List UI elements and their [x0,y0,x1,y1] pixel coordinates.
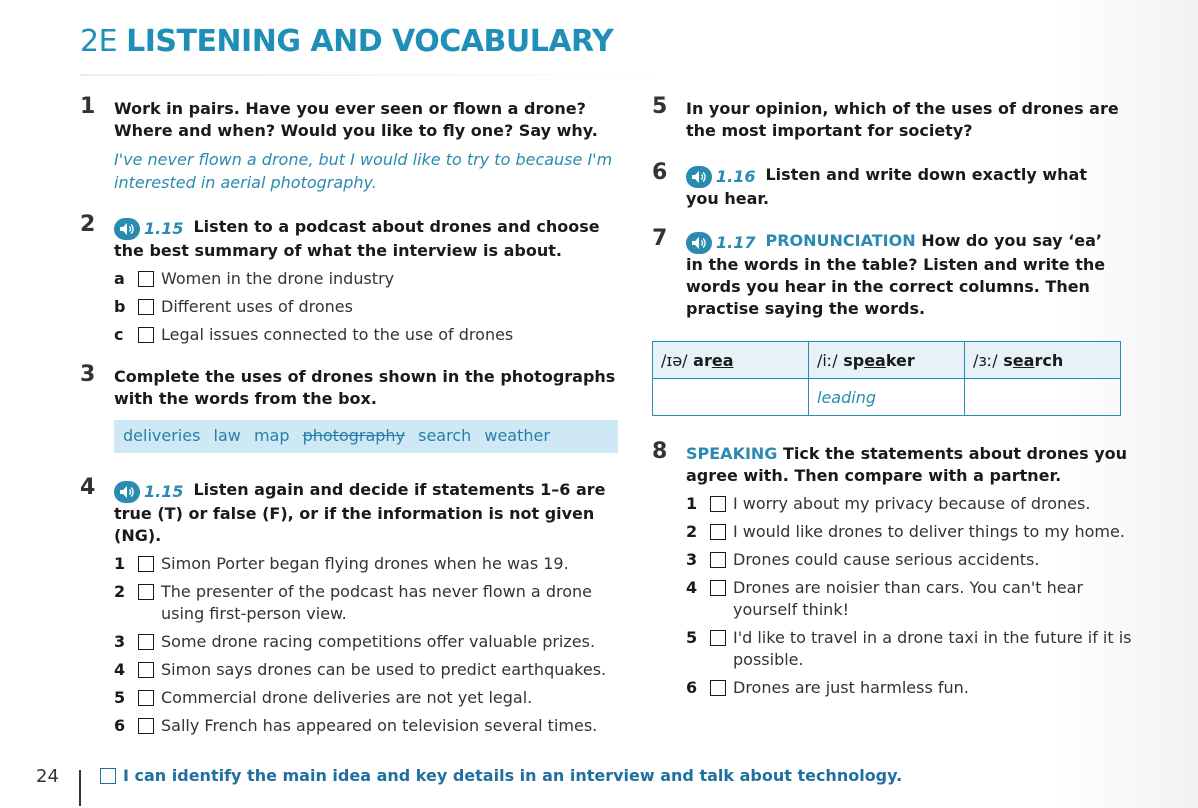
statement-key: 4 [114,660,126,679]
option-text: Legal issues connected to the use of drones [161,325,514,344]
exercise-number: 8 [652,439,668,464]
table-cell[interactable] [653,379,809,416]
checkbox[interactable] [710,630,726,646]
speaker-icon[interactable] [686,166,712,188]
statement-6 [114,715,620,737]
option-key: a [114,269,125,288]
statement-5 [686,627,1132,671]
statement-text: Some drone racing competitions offer valuable prizes. [161,632,596,651]
option-key: c [114,325,124,344]
statement-1 [686,493,1132,515]
statement-3 [114,631,620,653]
section-code: 2E [80,24,118,59]
statement-6 [686,677,1132,699]
checkbox[interactable] [710,680,726,696]
options-list [114,268,620,346]
exercise-instruction [686,443,1132,487]
checkbox[interactable] [138,271,154,287]
title-divider [80,74,670,76]
audio-track[interactable] [114,218,189,240]
statement-text: Simon says drones can be used to predict earthquakes. [161,660,607,679]
checkbox[interactable] [710,552,726,568]
statement-text: I would like drones to deliver things to my home. [733,522,1125,541]
statement-key: 6 [114,716,126,735]
exercise-number: 7 [652,226,668,251]
track-number: 1.15 [144,219,184,238]
option-c [114,324,620,346]
checkbox[interactable] [138,299,154,315]
checkbox[interactable] [138,718,154,734]
column-header: /ɪə/ area [653,342,809,379]
word-box [114,420,618,453]
exercise-number: 6 [652,160,668,185]
option-text: Different uses of drones [161,297,353,316]
column-header: /ɜː/ search [965,342,1121,379]
speaker-icon[interactable] [686,232,712,254]
checkbox[interactable] [710,524,726,540]
statement-key: 5 [686,628,698,647]
option-b [114,296,620,318]
skill-label: SPEAKING [686,444,778,463]
exercise-7 [652,226,1122,320]
statement-text: Drones are just harmless fun. [733,678,969,697]
checkbox[interactable] [710,496,726,512]
table-cell[interactable] [965,379,1121,416]
section-title: LISTENING AND VOCABULARY [126,24,614,59]
checkbox[interactable] [138,584,154,600]
statement-key: 1 [686,494,698,513]
statement-key: 2 [114,582,126,601]
checkbox[interactable] [710,580,726,596]
page-title [80,24,613,59]
checkbox[interactable] [138,327,154,343]
objective-checkbox[interactable] [100,768,116,784]
word: law [213,426,241,445]
column-header: /iː/ speaker [809,342,965,379]
exercise-instruction [686,230,1122,320]
audio-track[interactable] [686,232,761,254]
exercise-1 [80,94,620,194]
audio-track[interactable] [686,166,761,188]
statement-2 [114,581,620,625]
exercise-5 [652,94,1122,142]
statement-1 [114,553,620,575]
exercise-instruction: In your opinion, which of the uses of drones are the most important for society? [686,99,1119,140]
statement-key: 1 [114,554,126,573]
example-answer: I've never flown a drone, but I would like to try to because I'm interested in aerial photography. [114,150,613,192]
objective-text: I can identify the main idea and key details in an interview and talk about technology. [123,766,903,785]
statement-key: 2 [686,522,698,541]
word-struck: photography [302,426,406,445]
statement-key: 3 [114,632,126,651]
learning-objective [100,766,902,785]
instruction-text: Tick the statements about drones you agree with. Then compare with a partner. [686,444,1128,485]
statement-text: Drones could cause serious accidents. [733,550,1040,569]
table-row [653,379,1121,416]
exercise-number: 3 [80,362,96,387]
exercise-instruction [114,479,620,547]
statement-key: 3 [686,550,698,569]
instruction-text: Listen and write down exactly what you hear. [686,165,1087,208]
instruction-text: How do you say ‘ea’ in the words in the table? Listen and write the words you hear in the correct columns. Then practise saying the words. [686,231,1106,318]
statement-text: Sally French has appeared on television several times. [161,716,598,735]
exercise-3 [80,362,620,453]
option-text: Women in the drone industry [161,269,395,288]
statement-2 [686,521,1132,543]
exercise-instruction: Complete the uses of drones shown in the photographs with the words from the box. [114,367,616,408]
statement-text: The presenter of the podcast has never flown a drone using first-person view. [161,582,592,623]
checkbox[interactable] [138,634,154,650]
statement-4 [686,577,1132,621]
checkbox[interactable] [138,690,154,706]
checkbox[interactable] [138,662,154,678]
word: map [253,426,290,445]
audio-track[interactable] [114,481,189,503]
statement-3 [686,549,1132,571]
instruction-text: Listen to a podcast about drones and choose the best summary of what the interview is about. [114,217,600,260]
word: weather [484,426,550,445]
checkbox[interactable] [138,556,154,572]
instruction-text: Listen again and decide if statements 1–6 are true (T) or false (F), or if the information is not given (NG). [114,480,606,545]
exercise-6 [652,160,1122,210]
track-number: 1.16 [716,167,756,186]
exercise-number: 1 [80,94,96,119]
word: deliveries [123,426,201,445]
exercise-instruction: Work in pairs. Have you ever seen or flown a drone? Where and when? Would you like to fly one? Say why. [114,99,598,140]
table-header-row [653,342,1121,379]
statement-text: I worry about my privacy because of drones. [733,494,1091,513]
statement-text: I'd like to travel in a drone taxi in the future if it is possible. [733,628,1132,669]
exercise-2 [80,212,620,352]
exercise-number: 5 [652,94,668,119]
statement-5 [114,687,620,709]
exercise-8 [652,439,1132,705]
statement-4 [114,659,620,681]
option-key: b [114,297,126,316]
speaker-icon[interactable] [114,218,140,240]
statements-list [114,553,620,737]
skill-label: PRONUNCIATION [765,231,916,250]
speaker-icon[interactable] [114,481,140,503]
statement-key: 4 [686,578,698,597]
statement-text: Commercial drone deliveries are not yet legal. [161,688,533,707]
exercise-instruction [114,216,620,262]
statement-text: Drones are noisier than cars. You can't hear yourself think! [733,578,1084,619]
statement-key: 6 [686,678,698,697]
exercise-instruction [686,164,1122,210]
option-a [114,268,620,290]
statements-list [686,493,1132,699]
exercise-number: 2 [80,212,96,237]
page-number: 24 [36,766,59,787]
statement-text: Simon Porter began flying drones when he was 19. [161,554,569,573]
exercise-number: 4 [80,475,96,500]
statement-key: 5 [114,688,126,707]
exercise-4 [80,475,620,743]
footer-divider [79,770,81,806]
table-cell-example[interactable]: leading [809,379,965,416]
track-number: 1.15 [144,482,184,501]
pronunciation-table [652,341,1121,416]
track-number: 1.17 [716,233,756,252]
word: search [418,426,472,445]
